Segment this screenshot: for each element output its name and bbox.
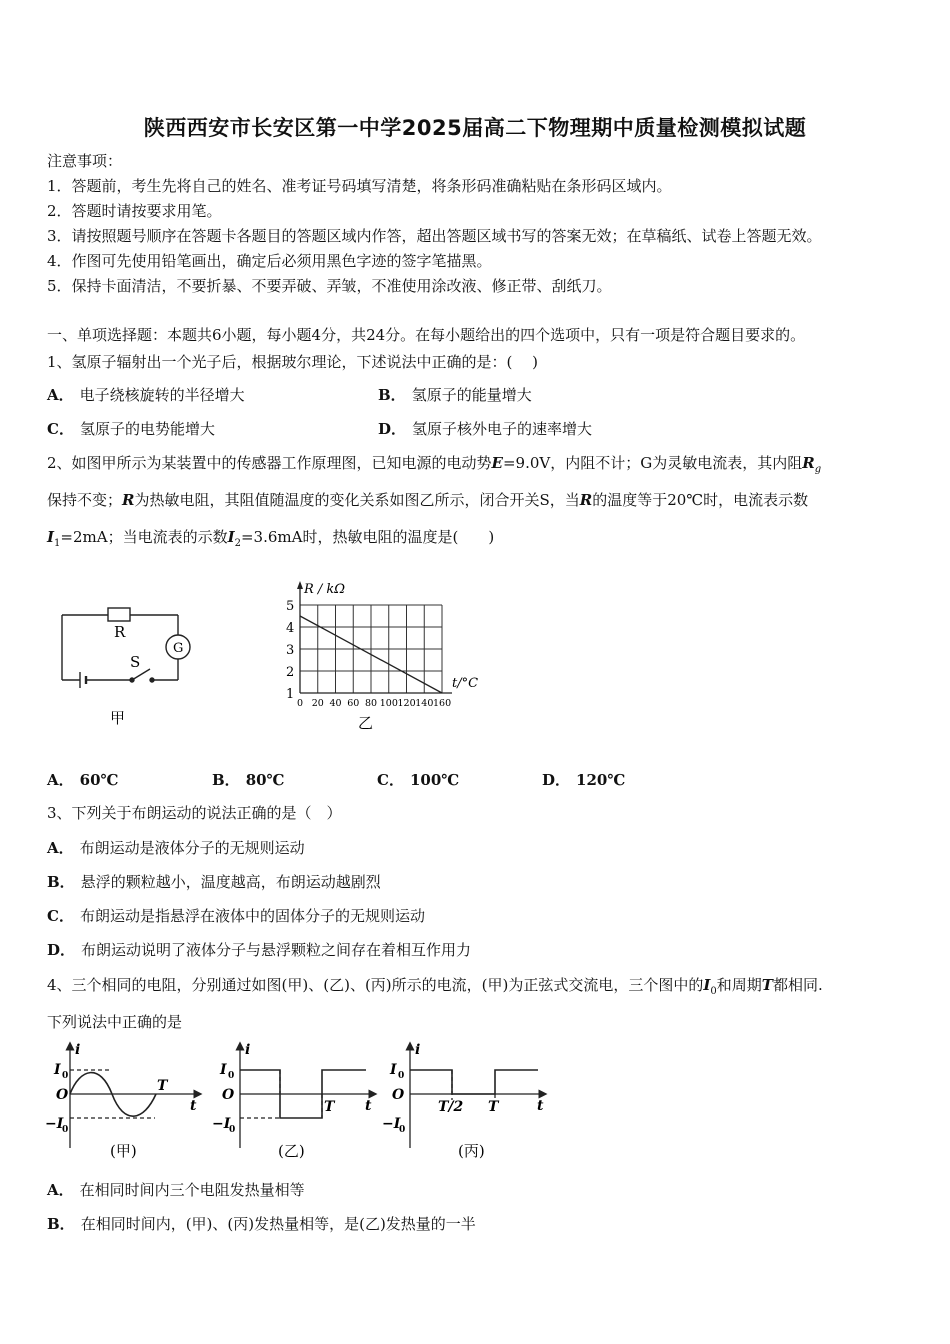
q2-stem-line2: 保持不变；R为热敏电阻，其阻值随温度的变化关系如图乙所示，闭合开关S，当R的温度等于20℃时，电流表示数 — [47, 491, 809, 509]
svg-text:−I: −I — [212, 1116, 231, 1132]
y-axis-arrow — [297, 581, 303, 589]
graph-caption: (乙) — [278, 1142, 305, 1160]
y-tick-label: 1 — [286, 687, 295, 702]
notice-heading: 注意事项： — [47, 152, 123, 170]
svg-text:T/2: T/2 — [438, 1099, 464, 1115]
q4-option-a — [47, 1180, 305, 1200]
y-axis-label: R / kΩ — [304, 582, 346, 597]
notice-item: 4．作图可先使用铅笔画出，确定后必须用黑色字迹的签字笔描黑。 — [47, 252, 492, 270]
figure-caption: 甲 — [110, 709, 126, 727]
option-letter: A． — [47, 386, 74, 404]
svg-text:T: T — [157, 1078, 168, 1094]
y-tick-label: 5 — [286, 599, 295, 614]
q3-option-b — [47, 872, 381, 892]
q1-option-c — [47, 419, 215, 439]
x-tick-label: 100 — [379, 698, 398, 709]
q4-stem-line1: 4、三个相同的电阻，分别通过如图(甲)、(乙)、(丙)所示的电流，(甲)为正弦式交流电，三个图中的$I_0$和周期T都相同. — [47, 976, 823, 997]
svg-text:I: I — [390, 1062, 397, 1078]
svg-text:−I: −I — [382, 1116, 401, 1132]
svg-text:t: t — [190, 1098, 197, 1114]
notice-item: 1．答题前，考生先将自己的姓名、准考证号码填写清楚，将条形码准确粘贴在条形码区域内。 — [47, 177, 672, 195]
page-title: 陕西西安市长安区第一中学2025届高二下物理期中质量检测模拟试题 — [143, 116, 807, 140]
svg-text:0: 0 — [229, 1125, 236, 1135]
q3-option-d — [47, 940, 471, 960]
option-letter: A． — [47, 1181, 74, 1199]
notice-item: 5．保持卡面清洁，不要折暴、不要弄破、弄皱，不准使用涂改液、修正带、刮纸刀。 — [47, 277, 612, 295]
svg-text:T: T — [488, 1099, 499, 1115]
option-letter: B． — [47, 1215, 75, 1233]
svg-text:O: O — [56, 1087, 69, 1103]
svg-text:O: O — [392, 1087, 405, 1103]
notice-item: 2．答题时请按要求用笔。 — [47, 202, 222, 220]
resistance-temperature-chart — [280, 575, 500, 740]
svg-text:i: i — [75, 1042, 81, 1058]
option-letter: D． — [542, 771, 571, 789]
y-tick-label: 3 — [286, 643, 295, 658]
switch-label: S — [130, 653, 141, 671]
q2-option-c — [377, 770, 459, 790]
notice-item: 3．请按照题号顺序在答题卡各题目的答题区域内作答，超出答题区域书写的答案无效；在草稿纸、试卷上答题无效。 — [47, 227, 822, 245]
y-tick-label: 4 — [286, 621, 295, 636]
graph-bing — [410, 1044, 545, 1148]
svg-text:t: t — [537, 1098, 544, 1114]
option-letter: B． — [212, 771, 240, 789]
svg-text:I: I — [220, 1062, 227, 1078]
svg-text:0: 0 — [62, 1125, 69, 1135]
switch-contact — [150, 678, 154, 682]
option-letter: D． — [47, 941, 76, 959]
option-letter: A． — [47, 771, 74, 789]
option-letter: B． — [47, 873, 75, 891]
svg-text:0: 0 — [399, 1125, 406, 1135]
option-text: 氢原子的能量增大 — [411, 386, 532, 404]
option-letter: D． — [378, 420, 407, 438]
option-letter: C． — [47, 907, 74, 925]
x-tick-label: 60 — [347, 698, 360, 709]
svg-text:t: t — [365, 1098, 372, 1114]
option-text: 电子绕核旋转的半径增大 — [79, 386, 245, 404]
x-tick-label: 80 — [365, 698, 378, 709]
q4-stem-line2: 下列说法中正确的是 — [47, 1013, 183, 1031]
x-tick-label: 0 — [297, 698, 304, 709]
option-text: 氢原子核外电子的速率增大 — [412, 420, 593, 438]
option-text: 布朗运动说明了液体分子与悬浮颗粒之间存在着相互作用力 — [81, 941, 472, 959]
resistor-label: R — [114, 623, 126, 641]
option-text: 悬浮的颗粒越小，温度越高，布朗运动越剧烈 — [80, 873, 381, 891]
svg-text:0: 0 — [398, 1071, 405, 1081]
svg-text:i: i — [415, 1042, 421, 1058]
option-text: 氢原子的电势能增大 — [79, 420, 215, 438]
q4-option-b — [47, 1214, 476, 1234]
resistor-symbol — [108, 608, 130, 621]
option-letter: B． — [378, 386, 406, 404]
svg-text:O: O — [222, 1087, 235, 1103]
svg-text:I: I — [54, 1062, 61, 1078]
galvanometer-label: G — [173, 641, 184, 656]
x-tick-label: 40 — [329, 698, 342, 709]
graph-jia — [70, 1044, 200, 1148]
q2-option-b — [212, 770, 285, 790]
current-graphs — [40, 1038, 560, 1168]
q1-option-d — [378, 419, 592, 439]
svg-text:−I: −I — [45, 1116, 64, 1132]
option-letter: C． — [377, 771, 404, 789]
q3-stem: 3、下列关于布朗运动的说法正确的是（ ） — [47, 804, 342, 822]
q3-option-c — [47, 906, 425, 926]
q2-option-d — [542, 770, 625, 790]
figure-caption: 乙 — [358, 714, 374, 732]
y-tick-label: 2 — [286, 665, 295, 680]
graph-caption: (甲) — [110, 1142, 137, 1160]
option-letter: C． — [47, 420, 74, 438]
option-text: 在相同时间内，(甲)、(丙)发热量相等，是(乙)发热量的一半 — [80, 1215, 476, 1233]
x-tick-label: 120 — [397, 698, 416, 709]
x-axis-label: t/°C — [452, 676, 479, 691]
option-text: 100℃ — [409, 771, 460, 789]
option-text: 布朗运动是指悬浮在液体中的固体分子的无规则运动 — [79, 907, 425, 925]
option-text: 60℃ — [79, 771, 119, 789]
graph-caption: (丙) — [458, 1142, 485, 1160]
graph-yi — [240, 1044, 375, 1148]
q2-option-a — [47, 770, 119, 790]
svg-text:T: T — [324, 1099, 335, 1115]
option-letter: A． — [47, 839, 74, 857]
svg-text:0: 0 — [228, 1071, 235, 1081]
q3-option-a — [47, 838, 305, 858]
x-tick-label: 160 — [433, 698, 452, 709]
x-tick-label: 140 — [415, 698, 434, 709]
svg-text:i: i — [245, 1042, 251, 1058]
section-heading: 一、单项选择题：本题共6小题，每小题4分，共24分。在每小题给出的四个选项中，只有一项是符合题目要求的。 — [47, 326, 806, 344]
option-text: 布朗运动是液体分子的无规则运动 — [79, 839, 305, 857]
q1-option-b — [378, 385, 532, 405]
option-text: 120℃ — [576, 771, 626, 789]
q2-stem-line1: 2、如图甲所示为某装置中的传感器工作原理图，已知电源的电动势E=9.0V，内阻不计；G为灵敏电流表，其内阻$R_g$ — [47, 454, 822, 475]
q1-option-a — [47, 385, 245, 405]
circuit-figure — [50, 595, 210, 730]
q2-stem-line3: $I_1=2mA$；当电流表的示数$I_2=3.6mA$时，热敏电阻的温度是( ) — [47, 528, 495, 549]
x-tick-label: 20 — [311, 698, 324, 709]
svg-text:0: 0 — [62, 1071, 69, 1081]
option-text: 80℃ — [245, 771, 285, 789]
option-text: 在相同时间内三个电阻发热量相等 — [79, 1181, 305, 1199]
q1-stem: 1、氢原子辐射出一个光子后，根据玻尔理论，下述说法中正确的是：( ) — [47, 353, 539, 371]
